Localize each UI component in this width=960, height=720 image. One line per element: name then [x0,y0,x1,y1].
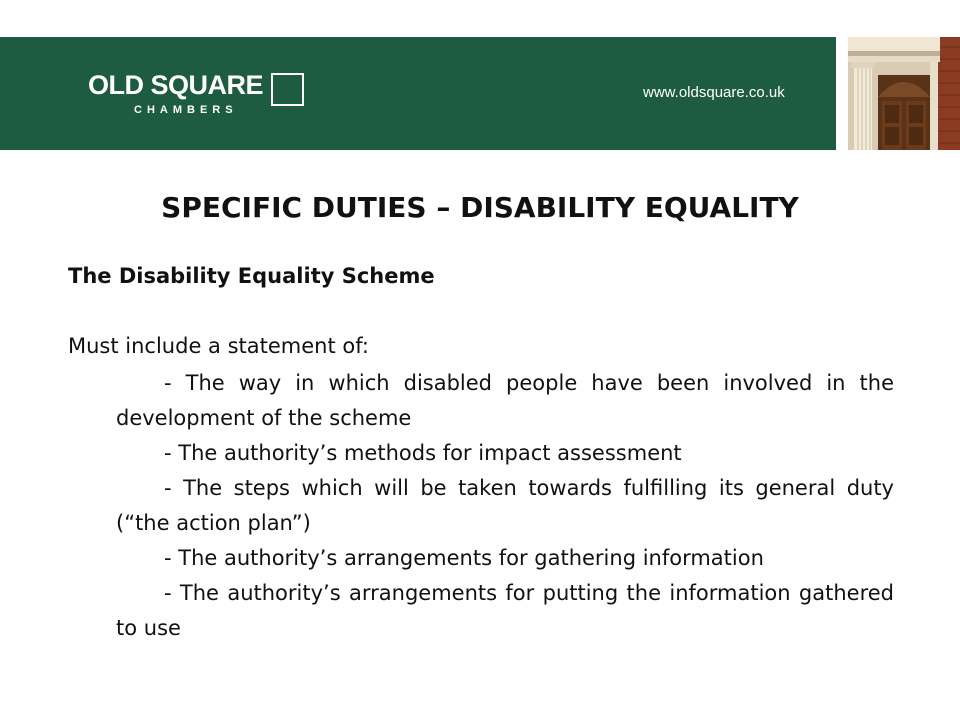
list-item: - The authority’s arrangements for putting the information gathered to use [116,581,894,640]
logo-text-line1: OLD SQUARE [88,70,264,100]
logo-square-icon [271,73,304,106]
intro-text: Must include a statement of: [68,334,369,358]
list-item: - The authority’s arrangements for gathering information [164,546,764,570]
requirements-list [116,366,894,646]
slide-subtitle: The Disability Equality Scheme [68,264,435,288]
slide-title: SPECIFIC DUTIES – DISABILITY EQUALITY [161,191,799,224]
list-item: - The authority’s methods for impact assessment [164,441,682,465]
list-item: - The way in which disabled people have been involved in the development of the scheme [116,371,894,430]
building-facade-photo [848,37,960,150]
list-item: - The steps which will be taken towards fulfilling its general duty (“the action plan”) [116,476,894,535]
logo-text-line2: CHAMBERS [134,104,238,116]
website-url: www.oldsquare.co.uk [643,84,785,101]
